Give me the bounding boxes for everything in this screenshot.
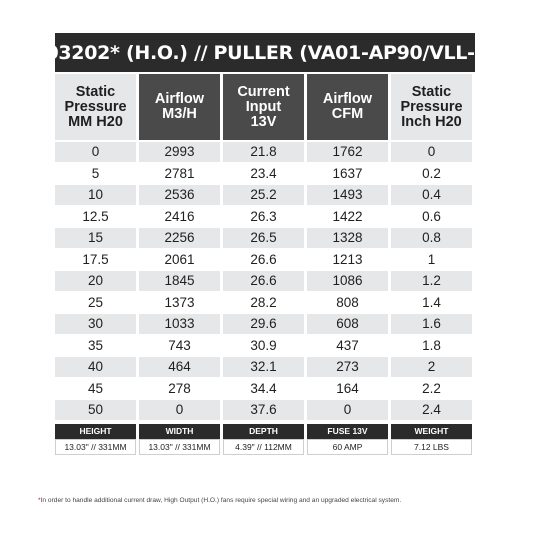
header-static-pressure-mm: Static Pressure MM H20: [55, 74, 136, 140]
table-row: [55, 336, 472, 356]
cell-current: 23.4: [223, 164, 304, 184]
footnote-text: In order to handle additional current draw, High Output (H.O.) fans require special wiring and an upgraded electrical system.: [40, 497, 402, 504]
cell-mm-h2o: 5: [55, 164, 136, 184]
cell-inch-h2o: 1.2: [391, 271, 472, 291]
cell-current: 26.6: [223, 250, 304, 270]
spec-value-height: 13.03" // 331MM: [55, 439, 136, 455]
spec-header-fuse: FUSE 13V: [307, 424, 388, 439]
cell-current: 26.5: [223, 228, 304, 248]
cell-airflow-cfm: 608: [307, 314, 388, 334]
cell-airflow-m3h: 1373: [139, 293, 220, 313]
cell-airflow-m3h: 2256: [139, 228, 220, 248]
cell-mm-h2o: 15: [55, 228, 136, 248]
table-row: [55, 142, 472, 162]
table-row: [55, 293, 472, 313]
cell-airflow-m3h: 2536: [139, 185, 220, 205]
cell-airflow-cfm: 1637: [307, 164, 388, 184]
cell-airflow-m3h: 2993: [139, 142, 220, 162]
cell-inch-h2o: 1.8: [391, 336, 472, 356]
cell-airflow-m3h: 278: [139, 379, 220, 399]
cell-airflow-cfm: 1213: [307, 250, 388, 270]
cell-current: 32.1: [223, 357, 304, 377]
table-row: [55, 314, 472, 334]
table-row: [55, 185, 472, 205]
header-static-pressure-inch: Static Pressure Inch H20: [391, 74, 472, 140]
cell-airflow-cfm: 0: [307, 400, 388, 420]
sheet-title: 30103202* (H.O.) // PULLER (VA01-AP90/VLL-66A): [55, 33, 475, 72]
cell-mm-h2o: 25: [55, 293, 136, 313]
cell-mm-h2o: 35: [55, 336, 136, 356]
cell-inch-h2o: 0.2: [391, 164, 472, 184]
cell-inch-h2o: 1: [391, 250, 472, 270]
header-airflow-m3h: Airflow M3/H: [139, 74, 220, 140]
table-row: [55, 164, 472, 184]
spec-header-height: HEIGHT: [55, 424, 136, 439]
cell-airflow-m3h: 2781: [139, 164, 220, 184]
table-row: [55, 228, 472, 248]
table-row: [55, 379, 472, 399]
cell-airflow-m3h: 464: [139, 357, 220, 377]
table-row: [55, 207, 472, 227]
cell-mm-h2o: 45: [55, 379, 136, 399]
cell-current: 26.6: [223, 271, 304, 291]
dimensions-table: [52, 424, 475, 455]
cell-current: 30.9: [223, 336, 304, 356]
spec-value-depth: 4.39" // 112MM: [223, 439, 304, 455]
cell-airflow-cfm: 808: [307, 293, 388, 313]
dimensions-header-row: [55, 424, 472, 439]
cell-inch-h2o: 1.6: [391, 314, 472, 334]
cell-airflow-cfm: 164: [307, 379, 388, 399]
cell-airflow-m3h: 2061: [139, 250, 220, 270]
performance-table: [52, 72, 475, 422]
cell-current: 25.2: [223, 185, 304, 205]
cell-mm-h2o: 17.5: [55, 250, 136, 270]
performance-header-row: [55, 74, 472, 140]
table-row: [55, 271, 472, 291]
cell-airflow-cfm: 273: [307, 357, 388, 377]
cell-inch-h2o: 2: [391, 357, 472, 377]
spec-header-weight: WEIGHT: [391, 424, 472, 439]
header-airflow-cfm: Airflow CFM: [307, 74, 388, 140]
cell-current: 26.3: [223, 207, 304, 227]
cell-airflow-cfm: 1762: [307, 142, 388, 162]
spec-header-depth: DEPTH: [223, 424, 304, 439]
table-row: [55, 357, 472, 377]
cell-inch-h2o: 0: [391, 142, 472, 162]
cell-current: 29.6: [223, 314, 304, 334]
spec-header-width: WIDTH: [139, 424, 220, 439]
table-row: [55, 400, 472, 420]
cell-inch-h2o: 0.4: [391, 185, 472, 205]
cell-airflow-m3h: 0: [139, 400, 220, 420]
cell-airflow-cfm: 1328: [307, 228, 388, 248]
cell-current: 37.6: [223, 400, 304, 420]
cell-airflow-m3h: 2416: [139, 207, 220, 227]
cell-airflow-m3h: 743: [139, 336, 220, 356]
spec-value-fuse: 60 AMP: [307, 439, 388, 455]
cell-airflow-cfm: 1493: [307, 185, 388, 205]
footnote-star: *: [38, 497, 41, 504]
footnote: [38, 497, 508, 504]
cell-mm-h2o: 20: [55, 271, 136, 291]
cell-airflow-m3h: 1033: [139, 314, 220, 334]
cell-mm-h2o: 10: [55, 185, 136, 205]
spec-value-weight: 7.12 LBS: [391, 439, 472, 455]
cell-current: 28.2: [223, 293, 304, 313]
table-row: [55, 250, 472, 270]
cell-mm-h2o: 0: [55, 142, 136, 162]
header-current-input: Current Input 13V: [223, 74, 304, 140]
cell-mm-h2o: 30: [55, 314, 136, 334]
cell-inch-h2o: 2.4: [391, 400, 472, 420]
cell-airflow-cfm: 1422: [307, 207, 388, 227]
performance-body: [55, 142, 472, 420]
spec-sheet: [6, 33, 524, 455]
cell-airflow-cfm: 437: [307, 336, 388, 356]
spec-value-width: 13.03" // 331MM: [139, 439, 220, 455]
cell-airflow-cfm: 1086: [307, 271, 388, 291]
cell-current: 21.8: [223, 142, 304, 162]
cell-mm-h2o: 50: [55, 400, 136, 420]
cell-airflow-m3h: 1845: [139, 271, 220, 291]
cell-mm-h2o: 12.5: [55, 207, 136, 227]
cell-inch-h2o: 1.4: [391, 293, 472, 313]
cell-mm-h2o: 40: [55, 357, 136, 377]
dimensions-value-row: [55, 439, 472, 455]
cell-inch-h2o: 0.6: [391, 207, 472, 227]
cell-current: 34.4: [223, 379, 304, 399]
cell-inch-h2o: 2.2: [391, 379, 472, 399]
cell-inch-h2o: 0.8: [391, 228, 472, 248]
